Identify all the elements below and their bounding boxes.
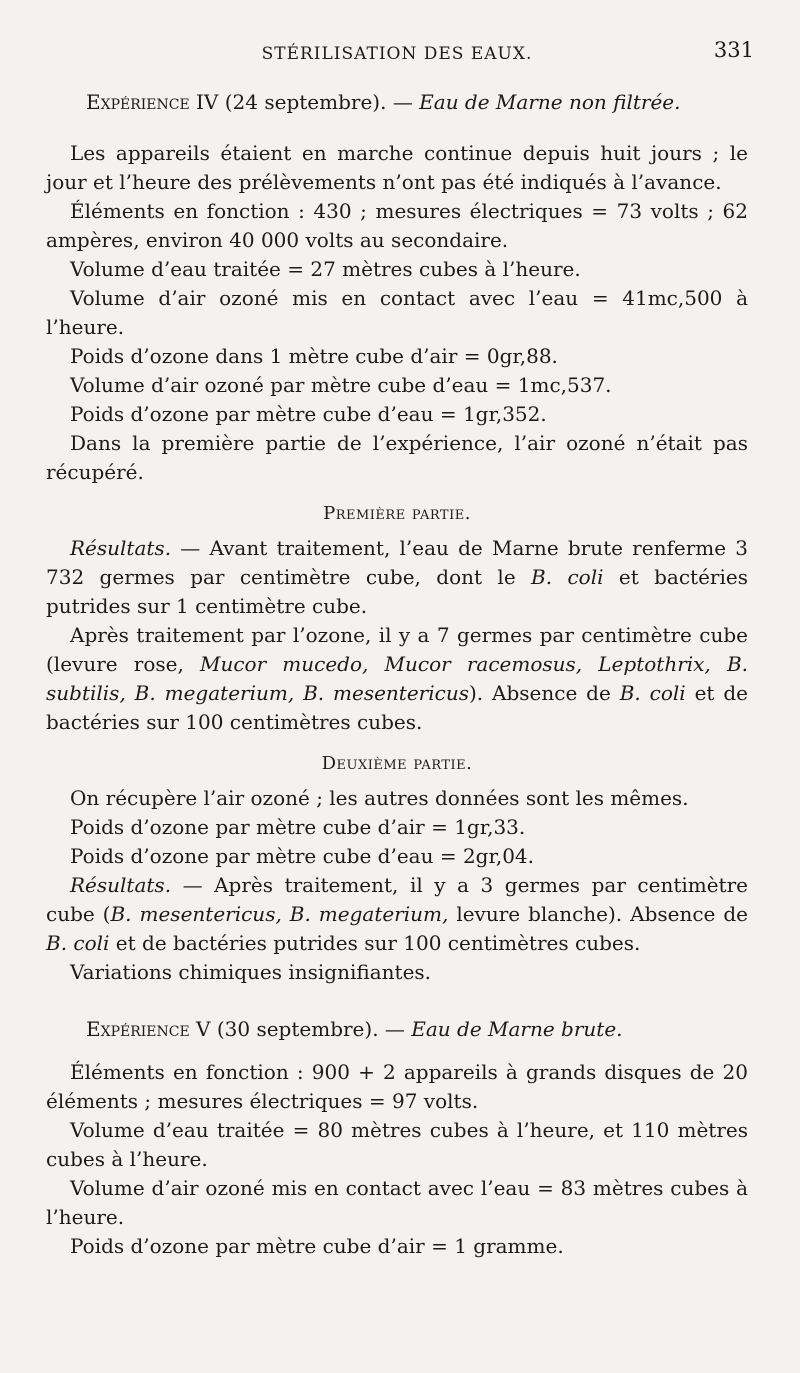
organism-list: B. mesentericus, B. megaterium, [110, 902, 449, 926]
paragraph: Variations chimiques insignifiantes. [70, 960, 432, 984]
experience-4-subtitle: Eau de Marne non filtrée. [419, 90, 681, 114]
experience-5-label: Expérience V [86, 1017, 211, 1041]
part-2-title: Deuxième partie. [321, 753, 473, 774]
results-label: Résultats. [70, 873, 172, 897]
paragraph: Les appareils étaient en marche continue depuis huit jours ; le jour et l’heure des prélèvements n’ont pas été indiqués à l’avance. [46, 141, 748, 194]
running-title: STÉRILISATION DES EAUX. [261, 44, 533, 64]
experience-4-label: Expérience IV [86, 90, 219, 114]
page-header [46, 28, 754, 68]
part-1-after-treatment: Après traitement par l’ozone, il y a 7 germes par centimètre cube (levure rose, Mucor mucedo, Mucor racemosus, Leptothrix, B. subtilis, B. megaterium, B. mesentericus). Absence de B. coli et de bactéries sur 100 centimètres cubes. [46, 623, 748, 734]
paragraph: Volume d’air ozoné mis en contact avec l’eau = 41mc,500 à l’heure. [46, 286, 748, 339]
paragraph: Volume d’air ozoné mis en contact avec l’eau = 83 mètres cubes à l’heure. [46, 1176, 748, 1229]
organism-list: Mucor mucedo, Mucor racemosus, Leptothrix, B. subtilis, B. megaterium, B. mesentericus [46, 652, 748, 705]
paragraph: Poids d’ozone par mètre cube d’air = 1 gramme. [70, 1234, 564, 1258]
paragraph: Poids d’ozone par mètre cube d’air = 1gr,33. [70, 815, 526, 839]
paragraph: Éléments en fonction : 900 + 2 appareils à grands disques de 20 éléments ; mesures électriques = 97 volts. [46, 1060, 748, 1113]
paragraph: Poids d’ozone par mètre cube d’eau = 2gr,04. [70, 844, 535, 868]
paragraph: Poids d’ozone dans 1 mètre cube d’air = 0gr,88. [70, 344, 558, 368]
paragraph: Éléments en fonction : 430 ; mesures électriques = 73 volts ; 62 ampères, environ 40 000 volts au secondaire. [46, 199, 748, 252]
experience-5-subtitle: Eau de Marne brute. [411, 1017, 623, 1041]
experience-4-heading [86, 88, 748, 117]
paragraph: Volume d’eau traitée = 80 mètres cubes à l’heure, et 110 mètres cubes à l’heure. [46, 1118, 748, 1171]
paragraph: Volume d’eau traitée = 27 mètres cubes à l’heure. [70, 257, 581, 281]
paragraph: Dans la première partie de l’expérience, l’air ozoné n’était pas récupéré. [46, 431, 748, 484]
part-2-results: Résultats. — Après traitement, il y a 3 germes par centimètre cube (B. mesentericus, B. megaterium, levure blanche). Absence de B. coli et de bactéries putrides sur 100 centimètres cubes. [46, 873, 748, 955]
experience-5-heading [86, 1015, 748, 1044]
paragraph: Poids d’ozone par mètre cube d’eau = 1gr,352. [70, 402, 547, 426]
experience-4-date: (24 septembre). — [218, 90, 420, 114]
paragraph: Volume d’air ozoné par mètre cube d’eau = 1mc,537. [70, 373, 612, 397]
experience-5-date: (30 septembre). — [210, 1017, 412, 1041]
results-label: Résultats. [70, 536, 172, 560]
page-number: 331 [713, 38, 754, 62]
part-1-title: Première partie. [323, 503, 471, 524]
part-1-results: Résultats. — Avant traitement, l’eau de Marne brute renferme 3 732 germes par centimètre cube, dont le B. coli et bactéries putrides sur 1 centimètre cube. [46, 536, 748, 618]
paragraph: On récupère l’air ozoné ; les autres données sont les mêmes. [70, 786, 689, 810]
